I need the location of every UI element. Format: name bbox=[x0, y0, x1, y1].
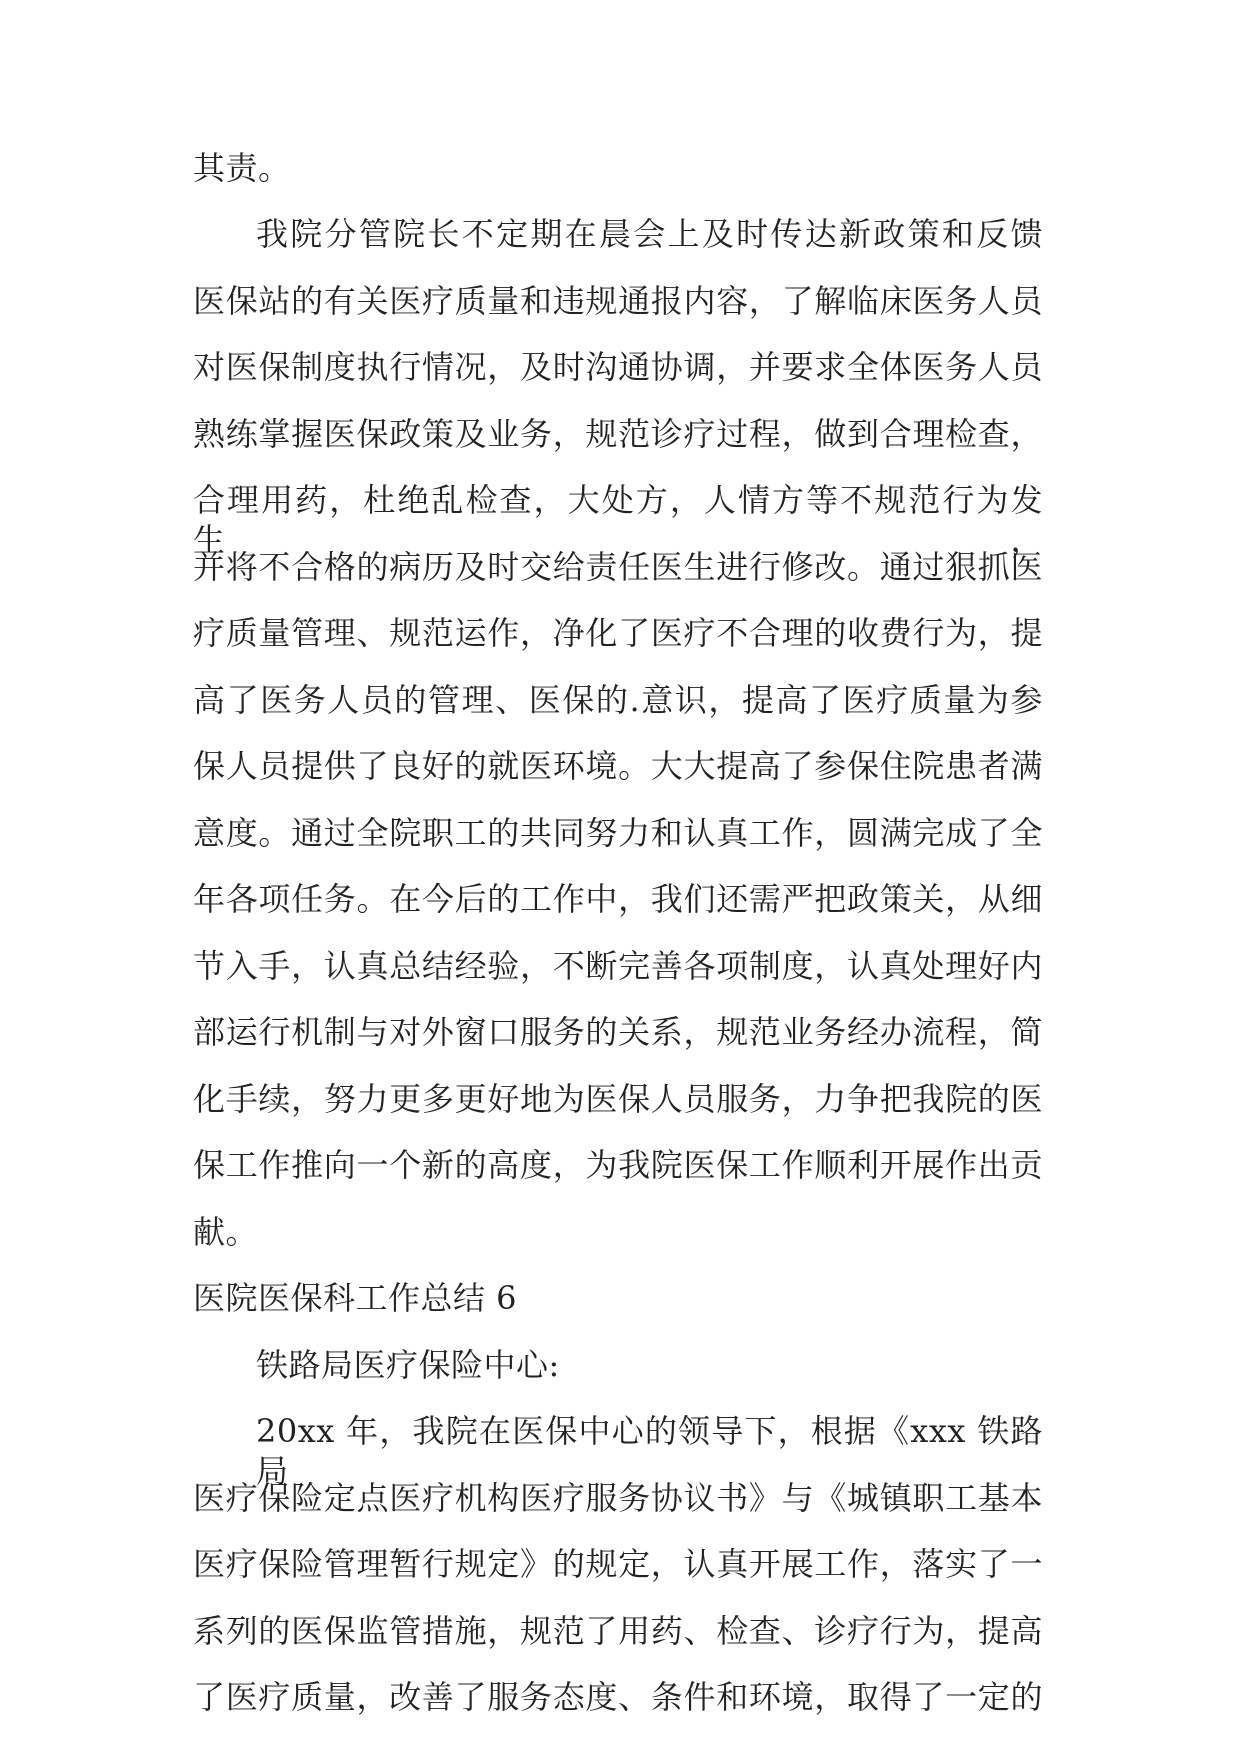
text-line: 意度。通过全院职工的共同努力和认真工作，圆满完成了全 bbox=[193, 814, 1043, 852]
text-line: 合理用药，杜绝乱检查，大处方，人情方等不规范行为发生， bbox=[193, 481, 1043, 559]
salutation: 铁路局医疗保险中心: bbox=[256, 1346, 560, 1384]
text-line: 其责。 bbox=[193, 149, 291, 187]
text-line: 保工作推向一个新的高度，为我院医保工作顺利开展作出贡 bbox=[193, 1146, 1043, 1184]
text-line: 疗质量管理、规范运作，净化了医疗不合理的收费行为，提 bbox=[193, 614, 1043, 652]
text-line: 保人员提供了良好的就医环境。大大提高了参保住院患者满 bbox=[193, 747, 1043, 785]
text-line: 年各项任务。在今后的工作中，我们还需严把政策关，从细 bbox=[193, 880, 1043, 918]
text-line: 医疗保险管理暂行规定》的规定，认真开展工作，落实了一 bbox=[193, 1545, 1043, 1583]
text-line: 高了医务人员的管理、医保的.意识，提高了医疗质量为参 bbox=[193, 681, 1043, 719]
text-line: 了医疗质量，改善了服务态度、条件和环境，取得了一定的 bbox=[193, 1678, 1043, 1716]
text-line: 医保站的有关医疗质量和违规通报内容，了解临床医务人员 bbox=[193, 282, 1043, 320]
text-line: 医疗保险定点医疗机构医疗服务协议书》与《城镇职工基本 bbox=[193, 1479, 1043, 1517]
text-line: 熟练掌握医保政策及业务，规范诊疗过程，做到合理检查， bbox=[193, 415, 1043, 453]
text-line: 部运行机制与对外窗口服务的关系，规范业务经办流程，简 bbox=[193, 1013, 1043, 1051]
section-heading: 医院医保科工作总结 6 bbox=[193, 1279, 518, 1317]
text-line: 并将不合格的病历及时交给责任医生进行修改。通过狠抓医 bbox=[193, 548, 1043, 586]
text-line: 化手续，努力更多更好地为医保人员服务，力争把我院的医 bbox=[193, 1080, 1043, 1118]
text-line: 20xx 年，我院在医保中心的领导下，根据《xxx 铁路局 bbox=[256, 1412, 1043, 1490]
text-line: 献。 bbox=[193, 1213, 259, 1251]
text-line: 对医保制度执行情况，及时沟通协调，并要求全体医务人员 bbox=[193, 348, 1043, 386]
text-line: 系列的医保监管措施，规范了用药、检查、诊疗行为，提高 bbox=[193, 1612, 1043, 1650]
text-line: 节入手，认真总结经验，不断完善各项制度，认真处理好内 bbox=[193, 947, 1043, 985]
text-line: 我院分管院长不定期在晨会上及时传达新政策和反馈 bbox=[256, 215, 1043, 253]
